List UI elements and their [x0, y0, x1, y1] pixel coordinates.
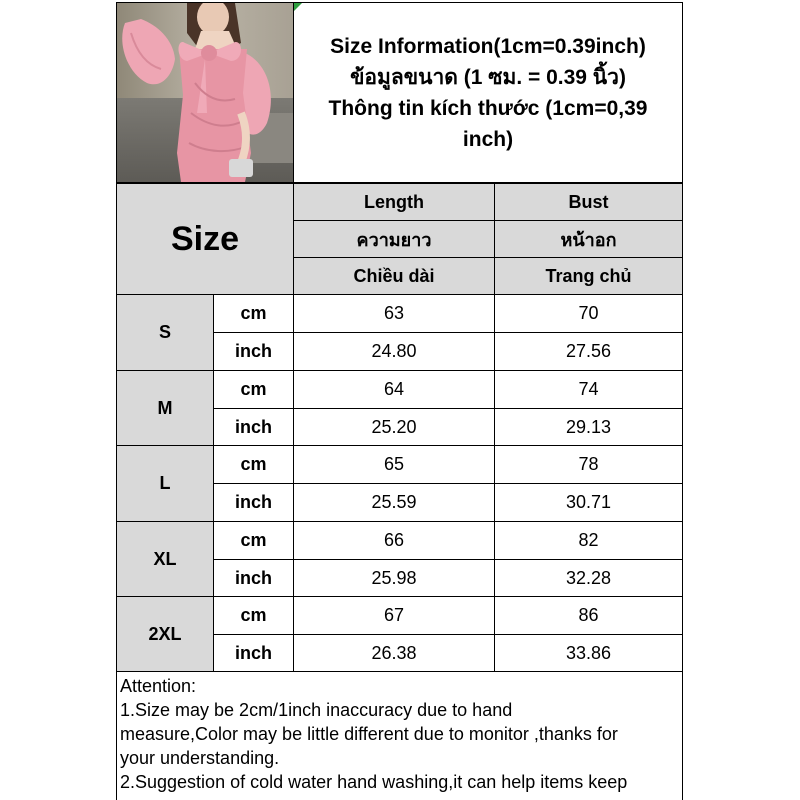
- bust-inch-2xl: 33.86: [494, 634, 683, 672]
- length-cm-s: 63: [293, 294, 495, 333]
- bust-header-en: Bust: [494, 183, 683, 221]
- length-cm-l: 65: [293, 445, 495, 484]
- bust-cm-m: 74: [494, 370, 683, 409]
- length-inch-l: 25.59: [293, 483, 495, 522]
- unit-cm: cm: [213, 596, 294, 635]
- bust-header-th: หน้าอก: [494, 220, 683, 258]
- dress-model-image: [117, 3, 293, 182]
- attention-heading: Attention:: [120, 676, 197, 696]
- bust-header-vi: Trang chủ: [494, 257, 683, 295]
- length-inch-2xl: 26.38: [293, 634, 495, 672]
- size-label-l: L: [116, 445, 214, 522]
- bust-cm-l: 78: [494, 445, 683, 484]
- note-line: 2.Suggestion of cold water hand washing,it can help items keep: [120, 772, 628, 792]
- bust-inch-l: 30.71: [494, 483, 683, 522]
- size-label-s: S: [116, 294, 214, 371]
- length-header-th: ความยาว: [293, 220, 495, 258]
- unit-inch: inch: [213, 634, 294, 672]
- size-info-line-3: Thông tin kích thước (1cm=0,39: [328, 96, 648, 120]
- length-header-vi: Chiều dài: [293, 257, 495, 295]
- unit-cm: cm: [213, 370, 294, 409]
- size-info-line-1: Size Information(1cm=0.39inch): [330, 34, 646, 58]
- bust-inch-m: 29.13: [494, 408, 683, 446]
- unit-inch: inch: [213, 332, 294, 371]
- bust-cm-2xl: 86: [494, 596, 683, 635]
- attention-notes: [116, 671, 683, 800]
- bust-inch-xl: 32.28: [494, 559, 683, 597]
- unit-cm: cm: [213, 445, 294, 484]
- size-info-title: [293, 2, 683, 183]
- size-header: Size: [116, 183, 294, 295]
- length-cm-2xl: 67: [293, 596, 495, 635]
- unit-cm: cm: [213, 521, 294, 560]
- unit-inch: inch: [213, 408, 294, 446]
- unit-inch: inch: [213, 483, 294, 522]
- note-line: measure,Color may be little different due to monitor ,thanks for: [120, 724, 618, 744]
- length-header-en: Length: [293, 183, 495, 221]
- length-inch-s: 24.80: [293, 332, 495, 371]
- unit-inch: inch: [213, 559, 294, 597]
- note-line: 1.Size may be 2cm/1inch inaccuracy due to hand: [120, 700, 513, 720]
- size-info-line-4: inch): [462, 127, 514, 151]
- size-label-2xl: 2XL: [116, 596, 214, 672]
- bust-cm-xl: 82: [494, 521, 683, 560]
- size-label-m: M: [116, 370, 214, 446]
- bust-inch-s: 27.56: [494, 332, 683, 371]
- length-inch-xl: 25.98: [293, 559, 495, 597]
- product-photo: [116, 2, 294, 183]
- length-cm-xl: 66: [293, 521, 495, 560]
- length-inch-m: 25.20: [293, 408, 495, 446]
- note-line: your understanding.: [120, 748, 280, 768]
- bust-cm-s: 70: [494, 294, 683, 333]
- length-cm-m: 64: [293, 370, 495, 409]
- size-info-line-2: ข้อมูลขนาด (1 ซม. = 0.39 นิ้ว): [350, 65, 626, 89]
- size-label-xl: XL: [116, 521, 214, 597]
- unit-cm: cm: [213, 294, 294, 333]
